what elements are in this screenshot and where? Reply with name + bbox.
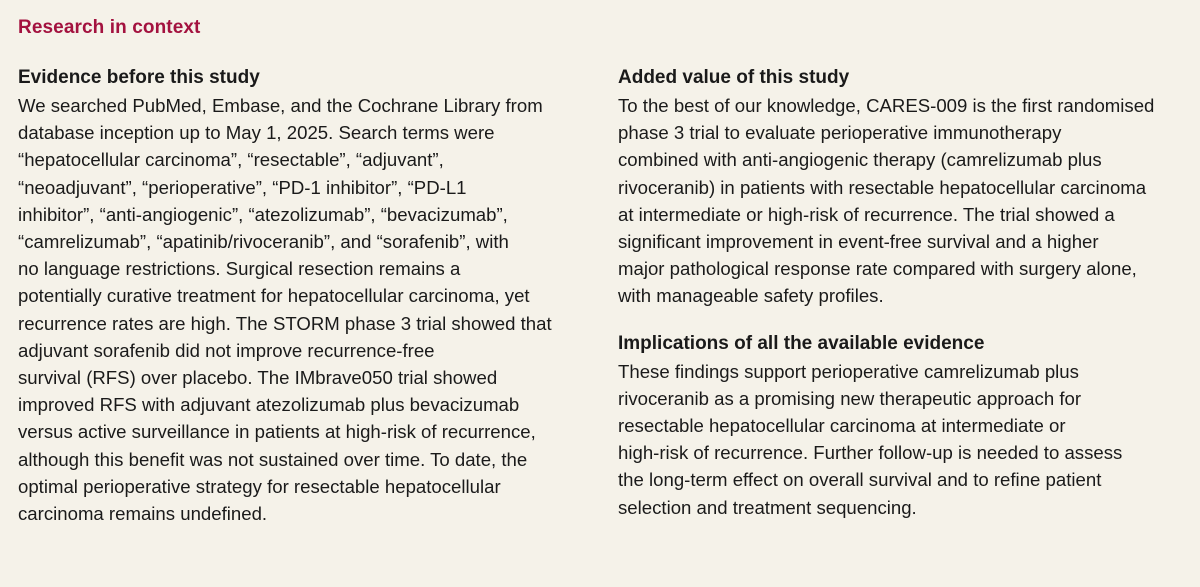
evidence-before-heading: Evidence before this study xyxy=(18,67,260,88)
text-line: major pathological response rate compared with surgery alone, xyxy=(618,258,1137,280)
text-line: the long-term effect on overall survival and to refine patient xyxy=(618,469,1102,491)
text-line: inhibitor”, “anti-angiogenic”, “atezolizumab”, “bevacizumab”, xyxy=(18,203,508,225)
implications-section xyxy=(618,330,1193,521)
text-line: at intermediate or high-risk of recurrence. The trial showed a xyxy=(618,203,1115,225)
evidence-before-section xyxy=(18,64,583,527)
left-column xyxy=(18,64,583,547)
text-line: no language restrictions. Surgical resection remains a xyxy=(18,258,461,280)
text-line: adjuvant sorafenib did not improve recurrence-free xyxy=(18,339,435,361)
text-line: versus active surveillance in patients at high-risk of recurrence, xyxy=(18,421,536,443)
text-line: We searched PubMed, Embase, and the Cochrane Library from xyxy=(18,95,543,116)
text-line: phase 3 trial to evaluate perioperative immunotherapy xyxy=(618,122,1062,144)
added-value-paragraph xyxy=(618,92,1193,310)
text-line: “camrelizumab”, “apatinib/rivoceranib”, and “sorafenib”, with xyxy=(18,231,509,253)
text-line: carcinoma remains undefined. xyxy=(18,503,268,525)
text-line: rivoceranib) in patients with resectable hepatocellular carcinoma xyxy=(618,176,1147,198)
text-line: improved RFS with adjuvant atezolizumab plus bevacizumab xyxy=(18,394,520,416)
text-line: “hepatocellular carcinoma”, “resectable”, “adjuvant”, xyxy=(18,149,444,171)
right-column xyxy=(618,64,1193,541)
text-line: high-risk of recurrence. Further follow-up is needed to assess xyxy=(618,442,1123,464)
text-line: resectable hepatocellular carcinoma at intermediate or xyxy=(618,415,1066,437)
implications-heading: Implications of all the available evidence xyxy=(618,332,985,354)
text-line: combined with anti-angiogenic therapy (camrelizumab plus xyxy=(618,149,1102,171)
text-line: These findings support perioperative camrelizumab plus xyxy=(618,360,1079,382)
text-line: optimal perioperative strategy for resectable hepatocellular xyxy=(18,475,501,497)
text-line: To the best of our knowledge, CARES-009 is the first randomised xyxy=(618,95,1155,116)
text-line: significant improvement in event-free survival and a higher xyxy=(618,231,1099,253)
text-line: although this benefit was not sustained over time. To date, the xyxy=(18,448,528,470)
text-line: with manageable safety profiles. xyxy=(618,285,884,307)
panel-title: Research in context xyxy=(18,17,201,38)
evidence-before-paragraph xyxy=(18,92,583,527)
text-line: potentially curative treatment for hepatocellular carcinoma, yet xyxy=(18,285,530,307)
text-line: database inception up to May 1, 2025. Search terms were xyxy=(18,122,495,144)
text-line: selection and treatment sequencing. xyxy=(618,496,917,518)
text-line: survival (RFS) over placebo. The IMbrave050 trial showed xyxy=(18,367,498,389)
added-value-section xyxy=(618,64,1193,310)
text-line: “neoadjuvant”, “perioperative”, “PD-1 inhibitor”, “PD-L1 xyxy=(18,176,467,198)
text-line: rivoceranib as a promising new therapeutic approach for xyxy=(618,387,1082,409)
added-value-heading: Added value of this study xyxy=(618,67,850,88)
text-line: recurrence rates are high. The STORM phase 3 trial showed that xyxy=(18,312,552,334)
implications-paragraph xyxy=(618,358,1193,521)
